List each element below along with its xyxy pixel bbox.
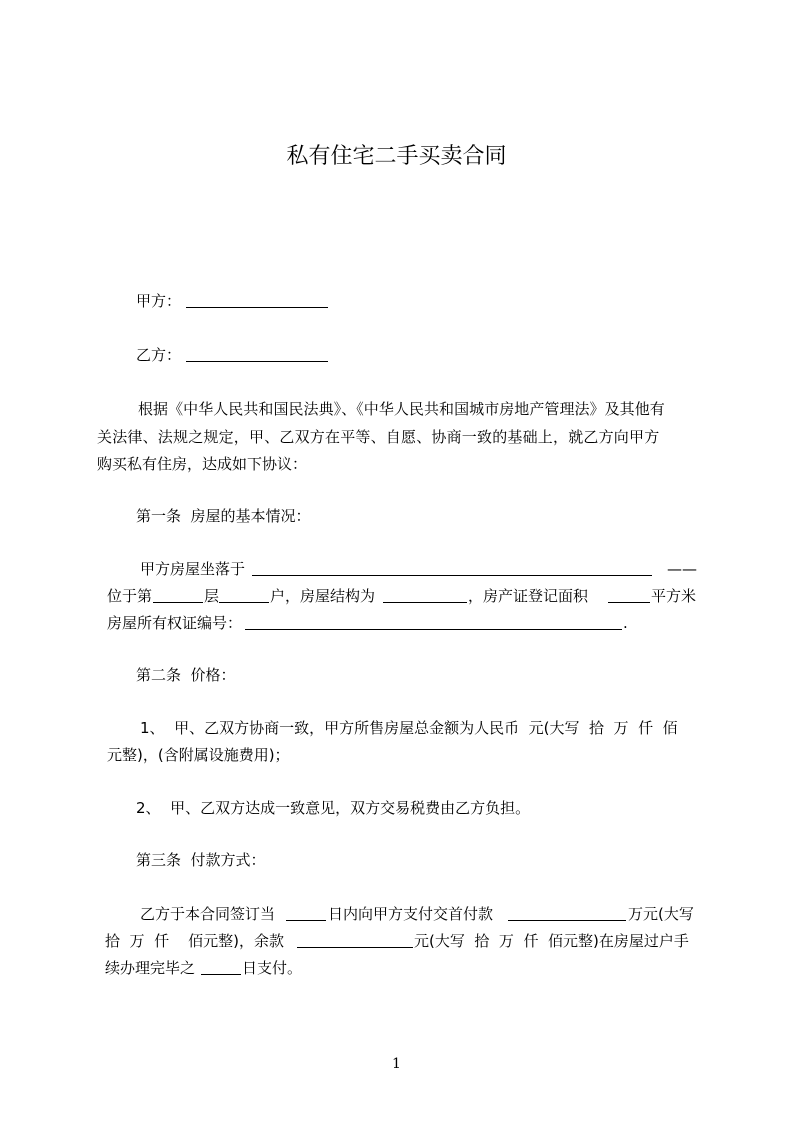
page-number: 1	[392, 1056, 401, 1072]
area-label: ，房产证登记面积	[468, 587, 589, 605]
location-blank[interactable]	[252, 560, 652, 576]
payment-line-2-b: 元(大写 拾 万 仟 佰元整)在房屋过户手	[414, 932, 689, 950]
document-title: 私有住宅二手买卖合同	[286, 144, 507, 169]
payment-line-3-a: 续办理完毕之	[105, 959, 196, 977]
payment-line-1-a: 乙方于本合同签订当	[140, 905, 276, 923]
payment-line-2-a: 拾 万 仟 佰元整)，余款	[105, 932, 284, 950]
completion-days-blank[interactable]	[201, 959, 241, 975]
floor-blank[interactable]	[153, 587, 203, 603]
payment-line-1-b: 日内向甲方支付交首付款	[328, 905, 494, 923]
certificate-label: 房屋所有权证编号：	[107, 614, 243, 632]
article-2-item-1-line-1: 1、 甲、乙双方协商一致，甲方所售房屋总金额为人民币 元(大写 拾 万 仟 佰	[140, 719, 678, 737]
article-2-item-2: 2、 甲、乙双方达成一致意见，双方交易税费由乙方负担。	[136, 799, 531, 817]
certificate-end: .	[623, 614, 628, 632]
structure-blank[interactable]	[383, 587, 467, 603]
days-blank[interactable]	[286, 905, 326, 921]
party-b-label: 乙方：	[136, 346, 182, 364]
balance-blank[interactable]	[297, 932, 413, 948]
area-unit: 平方米	[651, 587, 697, 605]
certificate-blank[interactable]	[245, 614, 622, 630]
down-payment-blank[interactable]	[508, 905, 626, 921]
floor-label: 位于第	[107, 587, 153, 605]
intro-line-3: 购买私有住房，达成如下协议：	[97, 455, 308, 473]
article-3-heading: 第三条 付款方式：	[136, 851, 266, 869]
article-2-heading: 第二条 价格：	[136, 666, 236, 684]
article-1-dash: ——	[667, 560, 697, 578]
unit-label: 层	[204, 587, 220, 605]
payment-line-1-c: 万元(大写	[628, 905, 694, 923]
unit-blank[interactable]	[219, 587, 269, 603]
intro-line-1: 根据《中华人民共和国民法典》、《中华人民共和国城市房地产管理法》及其他有	[138, 400, 665, 418]
intro-line-2: 关法律、法规之规定，甲、乙双方在平等、自愿、协商一致的基础上，就乙方向甲方	[97, 428, 660, 446]
area-blank[interactable]	[608, 587, 650, 603]
party-b-blank[interactable]	[186, 346, 328, 362]
party-a-label: 甲方：	[136, 292, 182, 310]
article-2-item-1-line-2: 元整)，(含附属设施费用)；	[107, 746, 290, 764]
structure-label: 户，房屋结构为	[270, 587, 376, 605]
article-1-location-label: 甲方房屋坐落于	[140, 560, 246, 578]
party-a-blank[interactable]	[186, 292, 328, 308]
payment-line-3-b: 日支付。	[242, 959, 303, 977]
article-1-heading: 第一条 房屋的基本情况：	[136, 507, 311, 525]
